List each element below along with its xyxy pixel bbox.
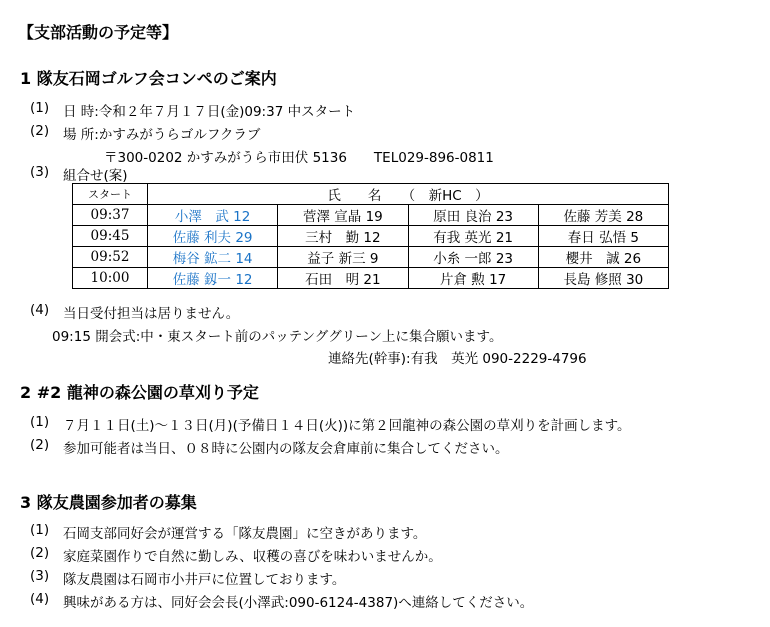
tee-time: 09:52 <box>73 247 148 268</box>
s3-item3-text: 隊友農園は石岡市小井戸に位置しております。 <box>63 572 346 588</box>
s3-item1-text: 石岡支部同好会が運営する「隊友農園」に空きがあります。 <box>63 526 427 542</box>
s1-item1-text: 日 時:令和２年７月１７日(金)09:37 中スタート <box>63 104 356 120</box>
s3-item2-num: (2) <box>30 545 50 561</box>
s3-item4-text: 興味がある方は、同好会会長(小澤武:090-6124-4387)へ連絡してください。 <box>63 595 534 611</box>
player-cell: 佐藤 利夫 29 <box>148 226 278 247</box>
opening-ceremony: 09:15 開会式:中・東スタート前のパッテンググリーン上に集合願います。 <box>52 329 503 345</box>
section3-title: 3 隊友農園参加者の募集 <box>20 493 197 512</box>
player-cell: 佐藤 芳美 28 <box>538 205 668 226</box>
s2-item1-num: (1) <box>30 414 50 430</box>
player-cell: 小澤 武 12 <box>148 205 278 226</box>
s2-item2-num: (2) <box>30 437 50 453</box>
player-cell: 長島 修照 30 <box>538 268 668 289</box>
tee-time: 10:00 <box>73 268 148 289</box>
table-header-row <box>73 184 669 205</box>
header-names: 氏 名 （ 新HC ） <box>148 184 669 205</box>
player-cell: 櫻井 誠 26 <box>538 247 668 268</box>
pairing-table <box>72 183 669 289</box>
s1-item4-text: 当日受付担当は居りません。 <box>63 306 240 322</box>
player-cell: 益子 新三 9 <box>278 247 408 268</box>
s1-item1-num: (1) <box>30 100 50 116</box>
s3-item2-text: 家庭菜園作りで自然に勤しみ、収穫の喜びを味わいませんか。 <box>63 549 442 565</box>
s3-item3-num: (3) <box>30 568 50 584</box>
contact-info: 連絡先(幹事):有我 英光 090-2229-4796 <box>328 351 587 367</box>
player-cell: 三村 勤 12 <box>278 226 408 247</box>
s2-item1-text: ７月１１日(土)～１３日(月)(予備日１４日(火))に第２回龍神の森公園の草刈りを計画します。 <box>63 418 631 434</box>
section2-title: 2 #2 龍神の森公園の草刈り予定 <box>20 383 259 402</box>
header-start: スタート <box>73 184 148 205</box>
table-row <box>73 205 669 226</box>
tee-time: 09:45 <box>73 226 148 247</box>
tee-time: 09:37 <box>73 205 148 226</box>
pairing-label: 組合せ(案) <box>63 168 128 184</box>
s3-item1-num: (1) <box>30 522 50 538</box>
table-row <box>73 226 669 247</box>
player-cell: 菅澤 宣晶 19 <box>278 205 408 226</box>
player-cell: 原田 良治 23 <box>408 205 538 226</box>
player-cell: 有我 英光 21 <box>408 226 538 247</box>
table-row <box>73 268 669 289</box>
s1-item4-num: (4) <box>30 302 50 318</box>
venue-address: 〒300-0202 かすみがうら市田伏 5136 TEL029-896-0811 <box>104 150 494 166</box>
s1-item3-num: (3) <box>30 164 50 180</box>
player-cell: 佐藤 釼一 12 <box>148 268 278 289</box>
page-heading: 【支部活動の予定等】 <box>18 23 179 42</box>
s1-item2-text: 場 所:かすみがうらゴルフクラブ <box>63 127 261 143</box>
player-cell: 梅谷 鉱二 14 <box>148 247 278 268</box>
player-cell: 春日 弘悟 5 <box>538 226 668 247</box>
player-cell: 石田 明 21 <box>278 268 408 289</box>
player-cell: 片倉 勲 17 <box>408 268 538 289</box>
table-row <box>73 247 669 268</box>
s2-item2-text: 参加可能者は当日、０８時に公園内の隊友会倉庫前に集合してください。 <box>63 441 509 457</box>
s3-item4-num: (4) <box>30 591 50 607</box>
s1-item2-num: (2) <box>30 123 50 139</box>
section1-title: 1 隊友石岡ゴルフ会コンペのご案内 <box>20 69 277 88</box>
player-cell: 小糸 一郎 23 <box>408 247 538 268</box>
